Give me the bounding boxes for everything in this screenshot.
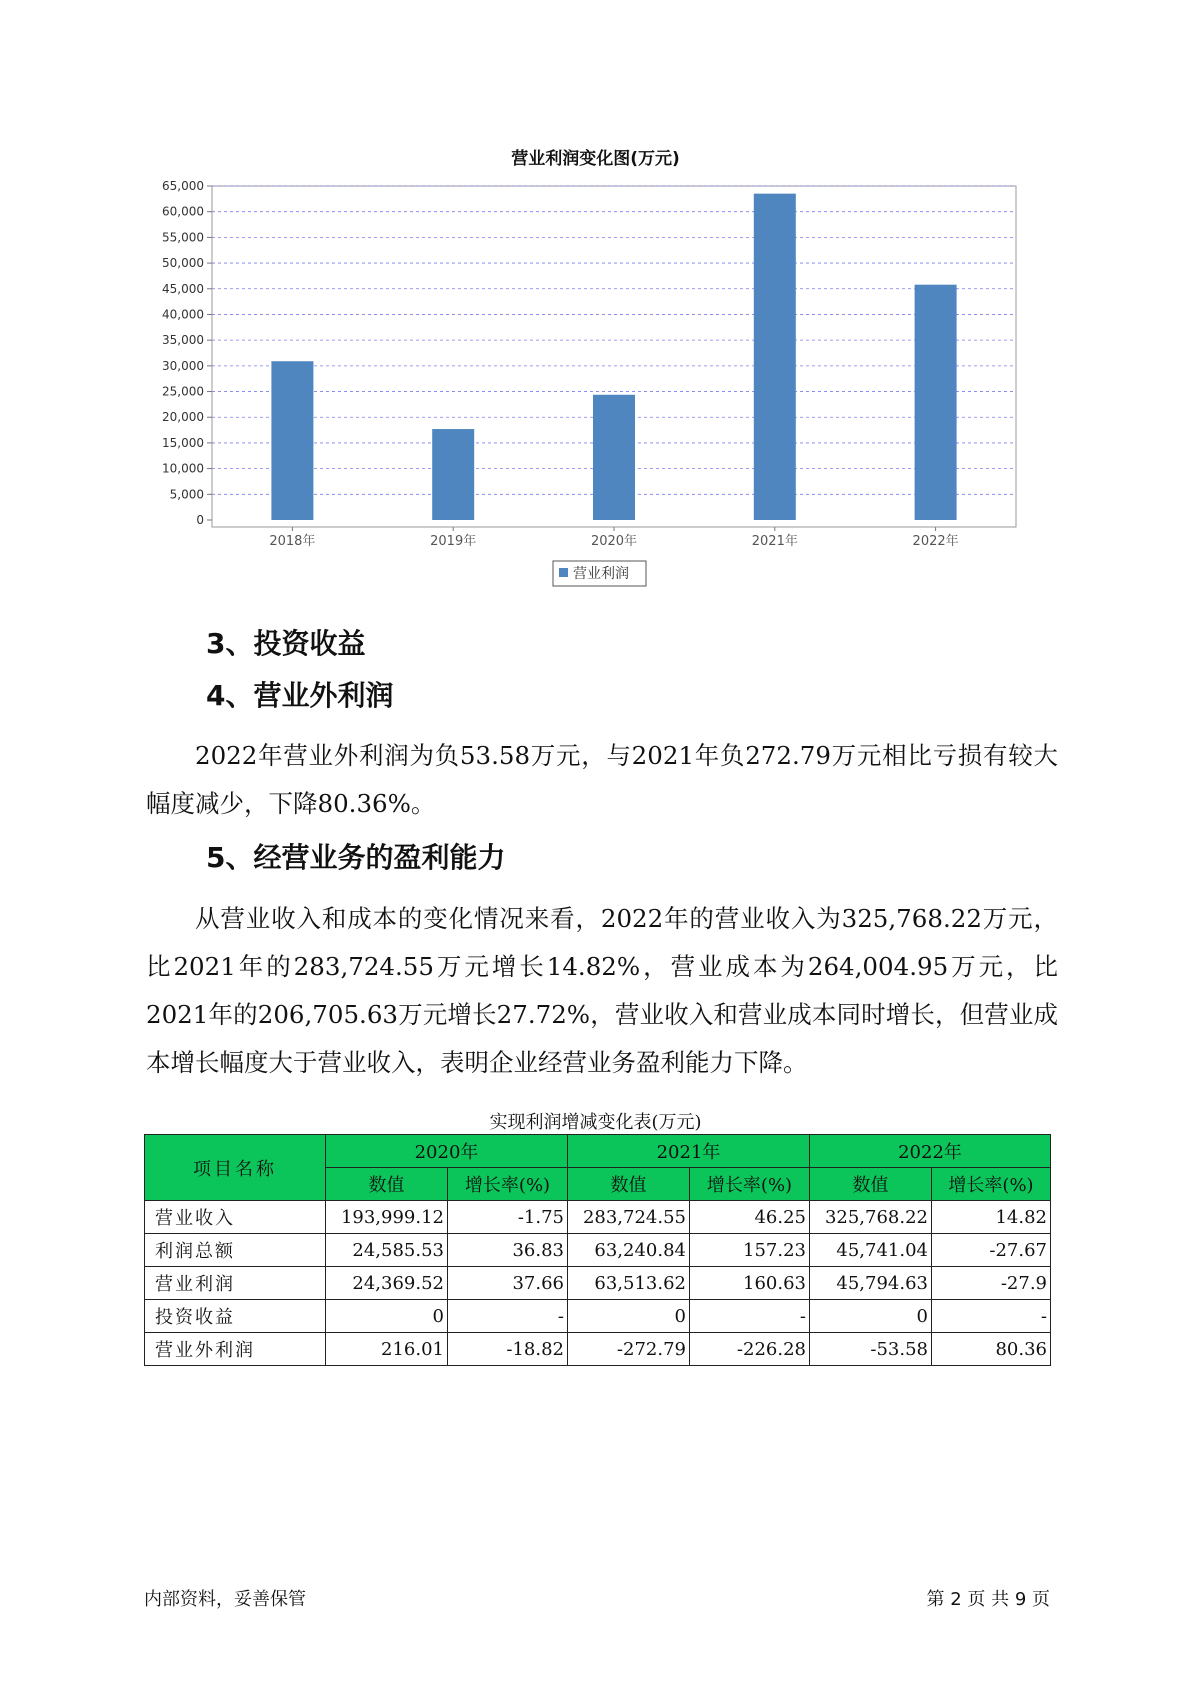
heading-profitability: 5、经营业务的盈利能力 [206, 841, 506, 874]
bar [432, 429, 474, 520]
row-name: 投资收益 [145, 1300, 326, 1333]
growth-rate-cell: -27.67 [932, 1234, 1051, 1267]
value-header: 数值 [568, 1168, 690, 1201]
value-cell: 325,768.22 [810, 1201, 932, 1234]
growth-rate-cell: 46.25 [690, 1201, 810, 1234]
y-tick-label: 20,000 [162, 410, 204, 425]
growth-rate-cell: 36.83 [448, 1234, 568, 1267]
growth-rate-cell: 37.66 [448, 1267, 568, 1300]
growth-rate-cell: 14.82 [932, 1201, 1051, 1234]
growth-rate-header: 增长率(%) [448, 1168, 568, 1201]
growth-rate-cell: 160.63 [690, 1267, 810, 1300]
footer-confidential: 内部资料，妥善保管 [144, 1589, 306, 1610]
y-tick-label: 15,000 [162, 435, 204, 450]
value-cell: 63,513.62 [568, 1267, 690, 1300]
row-name: 营业利润 [145, 1267, 326, 1300]
value-cell: 63,240.84 [568, 1234, 690, 1267]
year-header-2022: 2022年 [810, 1135, 1051, 1168]
paragraph-non-operating-profit: 2022年营业外利润为负53.58万元，与2021年负272.79万元相比亏损有较大幅度减少，下降80.36%。 [146, 741, 1058, 818]
bar [593, 395, 635, 520]
x-tick-label: 2018年 [269, 534, 316, 549]
heading-non-operating-profit: 4、营业外利润 [206, 679, 394, 712]
table-row [145, 1300, 1051, 1333]
value-cell: -272.79 [568, 1333, 690, 1366]
y-tick-label: 10,000 [162, 461, 204, 476]
growth-rate-cell: - [448, 1300, 568, 1333]
y-tick-label: 40,000 [162, 307, 204, 322]
footer-page-number: 第 2 页 共 9 页 [926, 1589, 1050, 1610]
growth-rate-cell: -1.75 [448, 1201, 568, 1234]
year-header-2020: 2020年 [326, 1135, 568, 1168]
value-header: 数值 [810, 1168, 932, 1201]
growth-rate-cell: - [690, 1300, 810, 1333]
growth-rate-cell: -27.9 [932, 1267, 1051, 1300]
heading-investment-income: 3、投资收益 [206, 627, 366, 660]
x-tick-label: 2019年 [430, 534, 477, 549]
bar [915, 285, 957, 520]
value-cell: 0 [810, 1300, 932, 1333]
growth-rate-cell: -18.82 [448, 1333, 568, 1366]
bar [271, 361, 313, 520]
table-row [145, 1333, 1051, 1366]
year-header-2021: 2021年 [568, 1135, 810, 1168]
x-tick-label: 2022年 [912, 534, 959, 549]
value-cell: 45,741.04 [810, 1234, 932, 1267]
paragraph-profitability: 从营业收入和成本的变化情况来看，2022年的营业收入为325,768.22万元，比2021年的283,724.55万元增长14.82%，营业成本为264,004.95万元，比2021年的206,705.63万元增长27.72%，营业收入和营业成本同时增长，但营业成本增长幅度大于营业收入，表明企业经营业务盈利能力下降。 [146, 904, 1058, 1077]
growth-rate-cell: - [932, 1300, 1051, 1333]
legend-label: 营业利润 [573, 566, 629, 582]
value-cell: 193,999.12 [326, 1201, 448, 1234]
row-name: 营业收入 [145, 1201, 326, 1234]
growth-rate-cell: 157.23 [690, 1234, 810, 1267]
value-cell: 45,794.63 [810, 1267, 932, 1300]
value-cell: 0 [568, 1300, 690, 1333]
value-header: 数值 [326, 1168, 448, 1201]
legend-swatch [559, 568, 568, 577]
y-tick-label: 5,000 [169, 487, 204, 502]
growth-rate-header: 增长率(%) [932, 1168, 1051, 1201]
y-tick-label: 60,000 [162, 204, 204, 219]
y-tick-label: 35,000 [162, 333, 204, 348]
growth-rate-cell: -226.28 [690, 1333, 810, 1366]
value-cell: 0 [326, 1300, 448, 1333]
bar-chart [0, 0, 1191, 600]
row-name: 营业外利润 [145, 1333, 326, 1366]
x-tick-label: 2020年 [590, 534, 638, 549]
value-cell: 283,724.55 [568, 1201, 690, 1234]
profit-change-table [144, 1134, 1051, 1366]
value-cell: 24,369.52 [326, 1267, 448, 1300]
table-row [145, 1267, 1051, 1300]
y-tick-label: 45,000 [162, 281, 204, 296]
bar [754, 194, 796, 520]
value-cell: 24,585.53 [326, 1234, 448, 1267]
value-cell: -53.58 [810, 1333, 932, 1366]
table-row [145, 1201, 1051, 1234]
row-name: 利润总额 [145, 1234, 326, 1267]
y-tick-label: 30,000 [162, 358, 204, 373]
item-name-header: 项目名称 [145, 1135, 326, 1201]
y-tick-label: 65,000 [162, 179, 204, 193]
growth-rate-cell: 80.36 [932, 1333, 1051, 1366]
table-row [145, 1234, 1051, 1267]
y-tick-label: 55,000 [162, 230, 204, 245]
y-tick-label: 50,000 [162, 256, 204, 271]
x-tick-label: 2021年 [751, 534, 798, 549]
table-title: 实现利润增减变化表(万元) [489, 1112, 702, 1133]
growth-rate-header: 增长率(%) [690, 1168, 810, 1201]
y-tick-label: 25,000 [162, 384, 204, 399]
y-tick-label: 0 [196, 513, 204, 527]
value-cell: 216.01 [326, 1333, 448, 1366]
chart-title: 营业利润变化图(万元) [511, 149, 680, 169]
